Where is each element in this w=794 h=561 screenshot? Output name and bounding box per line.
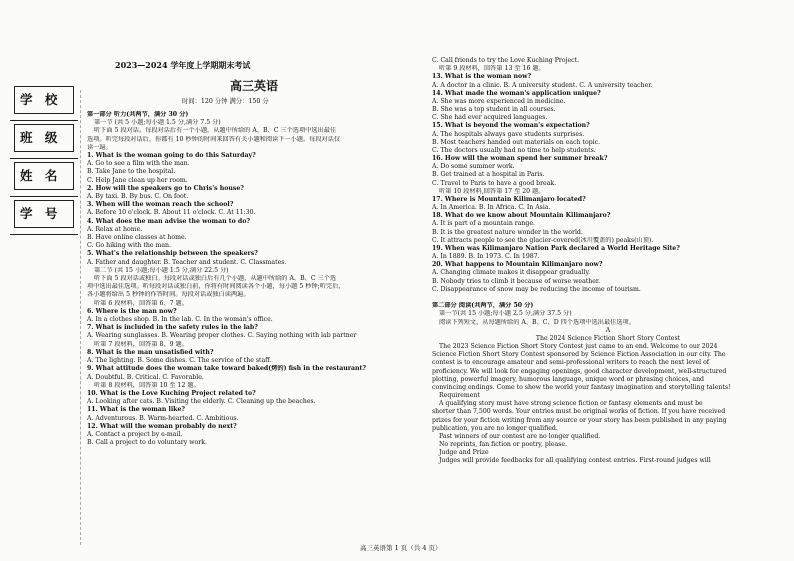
student-field[interactable] — [10, 124, 78, 159]
text-line: A. In a clothes shop. B. In the lab. C. In the woman's office. — [87, 316, 273, 324]
text-line: C. Travel to Paris to have a good break. — [432, 179, 557, 187]
text-line: 10. What is the Love Kuching Project related to? — [87, 389, 256, 397]
text-line: A. Wearing sunglasses. B. Wearing proper clothes. C. Saying nothing with lab partner — [87, 332, 357, 340]
text-line: A. Before 10 o'clock. B. About 11 o'clock. C. At 11:30. — [87, 209, 256, 217]
text-line: publication, you are no longer qualified. — [432, 424, 558, 432]
text-line: 11. What is the woman like? — [87, 406, 186, 414]
text-line: 各小题将给出 5 秒钟的作答时间。每段对话或独白读两遍。 — [87, 291, 250, 299]
text-line: No reprints, fan fiction or poetry, please. — [439, 441, 568, 449]
text-line: B. Most teachers handed out materials on each topic. — [432, 138, 601, 146]
binding-line — [80, 90, 81, 545]
text-line: A. In 1889. B. In 1973. C. In 1987. — [432, 253, 540, 261]
text-line: A. In America. B. In Africa. C. In Asia. — [432, 204, 551, 212]
text-line: C. Call friends to try the Love Kuching Project. — [432, 57, 580, 64]
field-label: 班 级 — [20, 130, 62, 145]
text-line: C. She had ever acquired languages. — [432, 114, 548, 122]
text-line: B. She was a top student in all courses. — [432, 106, 556, 114]
text-line: A. A doctor in a clinic. B. A university student. C. A university teacher. — [432, 81, 653, 89]
text-line: 3. When will the woman reach the school? — [87, 201, 234, 209]
text-line: C. Help Jane clean up her room. — [87, 176, 188, 184]
student-field[interactable] — [10, 86, 78, 121]
left-column — [87, 111, 419, 447]
text-line: A. She was more experienced in medicine. — [432, 97, 566, 105]
text-line — [432, 294, 784, 302]
text-line: 9. What attitude does the woman take toward baked(烤的) fish in the restaurant? — [87, 365, 367, 373]
text-line: Science Fiction Short Story Contest sponsored by Science Fiction Association in our city. The — [432, 351, 726, 359]
text-line: Requirement — [439, 392, 480, 400]
text-line: A. Contact a project by e-mail. — [87, 430, 183, 438]
text-line: The 2024 Science Fiction Short Story Contest — [535, 334, 681, 342]
text-line: 第一部分 听力(共两节，满分 30 分) — [87, 111, 189, 118]
text-line: A. Go to see a film with the man. — [87, 160, 190, 168]
text-line: C. The doctors usually had no time to help students. — [432, 146, 596, 154]
text-line: 听第 10 段材料,回答第 17 至 20 题。 — [439, 187, 545, 195]
text-line: C. Go hiking with the man. — [87, 242, 172, 250]
text-line: C. Disappearance of snow may be reducing the income of tourism. — [432, 285, 641, 293]
text-line: A. The lighting. B. Some dishes. C. The service of the staff. — [87, 357, 272, 365]
student-field[interactable] — [10, 162, 78, 197]
exam-title: 2023—2024 学年度上学期期末考试 — [115, 60, 251, 70]
text-line: 12. What will the woman probably do next? — [87, 422, 237, 430]
text-line: proficiency. We will look for engaging openings, good character development, well-structured — [432, 367, 727, 375]
text-line: A. It is part of a mountain range. — [432, 220, 536, 228]
exam-meta: 时间：120 分钟 满分：150 分 — [182, 98, 269, 105]
text-line: B. Call a project to do voluntary work. — [87, 439, 207, 447]
field-label: 姓 名 — [20, 168, 62, 183]
text-line: 17. Where is Mountain Kilimanjaro located? — [432, 195, 586, 203]
text-line: B. Have online classes at home. — [87, 234, 187, 242]
text-line: A. Father and daughter. B. Teacher and student. C. Classmates. — [87, 258, 287, 266]
text-line: 2. How will the speakers go to Chris's house? — [87, 184, 244, 192]
text-line: C. It attracts people to see the glacier-covered(冰川覆盖的) peaks(山顶). — [432, 236, 654, 244]
text-line: 项中选出最佳选项。听每段对话或独白前，你将有时间阅读各个小题，每小题 5 秒钟;听完后， — [87, 283, 345, 291]
text-line: A. Doubtful. B. Critical. C. Favorable. — [87, 373, 204, 381]
text-line: shorter than 7,500 words. Your entries must be original works of fiction. If you have received — [432, 408, 726, 416]
text-line: 14. What made the woman's application unique? — [432, 89, 601, 97]
text-line: B. It is the greatest nature wonder in the world. — [432, 228, 583, 236]
text-line: 听第 9 段材料，回答第 13 至 16 题。 — [439, 65, 545, 73]
text-line: 听下面 5 段对话。每段对话后有一个小题，从题中所给的 A、B、C 三个选项中选出最佳 — [94, 127, 337, 135]
text-line: 7. What is included in the safety rules in the lab? — [87, 324, 258, 332]
text-line: 听第 7 段材料，回答第 8、9 题。 — [94, 340, 188, 348]
subject-title: 高三英语 — [230, 79, 279, 93]
right-column — [432, 57, 784, 466]
text-line: 第二部分 阅读(共两节，满分 50 分) — [432, 302, 534, 310]
text-line: 第二节 (共 15 小题;每小题 1.5 分,满分 22.5 分) — [94, 266, 229, 274]
text-line: The 2023 Science Fiction Short Story Contest just came to an end. Welcome to our 2024 — [439, 343, 718, 351]
text-line: prizes for your fiction writing from any source or your story has been published in any paying — [432, 416, 727, 424]
text-line: B. Get trained at a hospital in Paris. — [432, 171, 545, 179]
text-line: 听第 6 段材料，回答第 6、7 题。 — [94, 299, 188, 307]
text-line: Judge and Prize — [439, 449, 489, 457]
text-line: 4. What does the man advise the woman to do? — [87, 217, 250, 225]
text-line: 20. What happens to Mountain Kilimanjaro now? — [432, 261, 603, 269]
student-field[interactable] — [10, 200, 78, 235]
text-line: 8. What is the man unsatisfied with? — [87, 348, 214, 356]
text-line: 18. What do we know about Mountain Kilimanjaro? — [432, 212, 611, 220]
text-line: A. Relax at home. — [87, 225, 143, 233]
text-line: 阅读下列短文，从每题所给的 A、B、C、D 四个选项中选出最佳选项。 — [439, 318, 635, 326]
text-line: A qualifying story must have strong science fiction or fantasy elements and must be — [439, 400, 703, 408]
text-line: 16. How will the woman spend her summer break? — [432, 155, 608, 163]
text-line: 15. What is beyond the woman's expectation? — [432, 122, 590, 130]
text-line: 第一节 (共 5 小题;每小题 1.5 分,满分 7.5 分) — [94, 119, 221, 127]
text-line: 第一节(共 15 小题;每小题 2.5 分,满分 37.5 分) — [439, 310, 572, 318]
page-footer: 高三英语第 1 页（共 4 页） — [360, 544, 442, 552]
text-line: 5. What's the relationship between the speakers? — [87, 250, 258, 258]
text-line: A. The hospitals always gave students surprises. — [432, 130, 585, 138]
text-line: 6. Where is the man now? — [87, 307, 177, 315]
text-line: A. Changing climate makes it disappear gradually. — [432, 269, 591, 277]
text-line: A. Adventurous. B. Warm-hearted. C. Ambitious. — [87, 414, 239, 422]
text-line: 19. When was Kilimanjaro Nation Park declared a World Heritage Site? — [432, 244, 680, 252]
text-line: Judges will provide feedbacks for all qualifying contest entries. First-round judges will — [439, 457, 711, 465]
field-label: 学 号 — [20, 206, 62, 221]
text-line: A. Do some summer work. — [432, 163, 515, 171]
text-line: 读一遍。 — [87, 143, 112, 151]
text-line: 选项。听完每段对话后，你都有 10 秒钟的时间来回答有关小题和阅读下一小题。每段对话仅 — [87, 135, 341, 143]
text-line: A. Looking after cats. B. Visiting the elderly. C. Cleaning up the beaches. — [87, 398, 316, 406]
student-info-strip — [10, 86, 78, 238]
text-line: 1. What is the woman going to do this Saturday? — [87, 152, 256, 160]
text-line: A. By taxi. B. By bus. C. On foot. — [87, 193, 189, 201]
text-line: convincing endings. Come to show the world your fantasy imagination and storytelling talents! — [432, 383, 731, 391]
text-line: B. Take Jane to the hospital. — [87, 168, 176, 176]
text-line: 听第 8 段材料，回答第 10 至 12 题。 — [94, 381, 200, 389]
text-line: 听下面 5 段对话或独白。每段对话或独白后有几个小题，从题中所给的 A、B、C 三个选 — [94, 275, 337, 283]
text-line: plotting, powerful imagery, humorous language, unique word or phrasing choices, and — [432, 375, 705, 383]
text-line: A — [605, 326, 611, 334]
text-line: 13. What is the woman now? — [432, 73, 532, 81]
text-line: contest is to encourage amateur and semi-professional writers to reach the next level of — [432, 359, 710, 367]
text-line: Past winners of our contest are no longer qualified. — [439, 432, 601, 440]
field-label: 学 校 — [20, 92, 62, 107]
text-line: B. Nobody tries to climb it because of worse weather. — [432, 277, 601, 285]
